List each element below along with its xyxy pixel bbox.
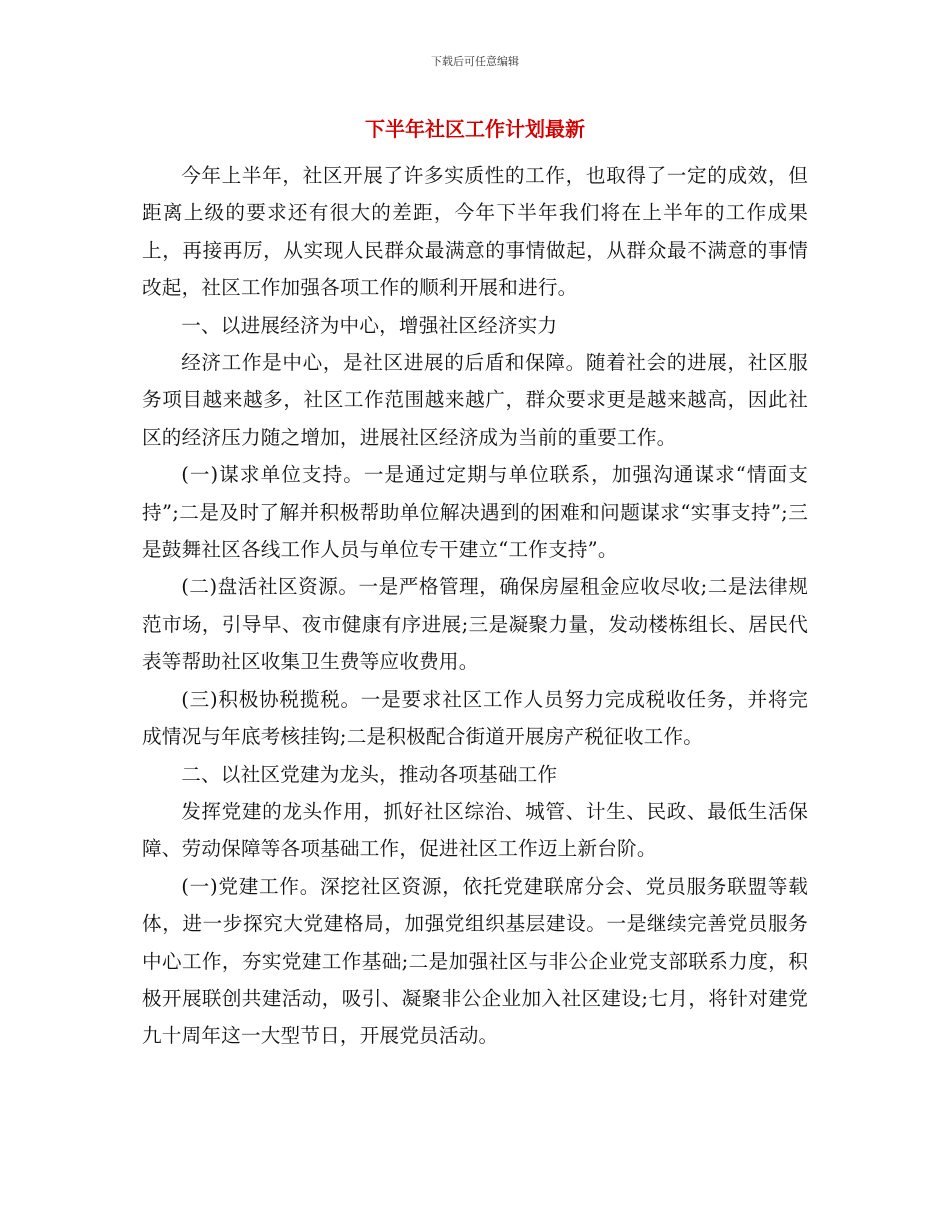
document-body	[142, 157, 808, 1055]
paragraph-intro: 今年上半年，社区开展了许多实质性的工作，也取得了一定的成效，但距离上级的要求还有很大的差距，今年下半年我们将在上半年的工作成果上，再接再厉，从实现人民群众最满意的事情做起，从群众最不满意的事情改起，社区工作加强各项工作的顺利开展和进行。	[142, 164, 808, 300]
paragraph-resources: (二)盘活社区资源。一是严格管理，确保房屋租金应收尽收;二是法律规范市场，引导早、夜市健康有序进展;三是凝聚力量，发动楼栋组长、居民代表等帮助社区收集卫生费等应收费用。	[142, 575, 808, 674]
paragraph-party-role: 发挥党建的龙头作用，抓好社区综治、城管、计生、民政、最低生活保障、劳动保障等各项基础工作，促进社区工作迈上新台阶。	[142, 799, 808, 861]
paragraph-party-work: (一)党建工作。深挖社区资源，依托党建联席分会、党员服务联盟等载体，进一步探究大党建格局，加强党组织基层建设。一是继续完善党员服务中心工作，夯实党建工作基础;二是加强社区与非公企业党支部联系力度，积极开展联创共建活动，吸引、凝聚非公企业加入社区建设;七月，将针对建党九十周年这一大型节日，开展党员活动。	[142, 874, 808, 1048]
paragraph-economy: 经济工作是中心，是社区进展的后盾和保障。随着社会的进展，社区服务项目越来越多，社区工作范围越来越广，群众要求更是越来越高，因此社区的经济压力随之增加，进展社区经济成为当前的重要工作。	[142, 351, 808, 449]
page-header-note: 下载后可任意编辑	[431, 55, 519, 68]
section-heading-1: 一、以进展经济为中心，增强社区经济实力	[181, 313, 558, 337]
paragraph-unit-support: (一)谋求单位支持。一是通过定期与单位联系，加强沟通谋求“情面支持”;二是及时了解并积极帮助单位解决遇到的困难和问题谋求“实事支持”;三是鼓舞社区各线工作人员与单位专干建立“工作支持”。	[142, 463, 808, 562]
paragraph-tax: (三)积极协税揽税。一是要求社区工作人员努力完成税收任务，并将完成情况与年底考核挂钩;二是积极配合街道开展房产税征收工作。	[142, 687, 808, 749]
section-heading-2: 二、以社区党建为龙头，推动各项基础工作	[181, 762, 558, 786]
document-title: 下半年社区工作计划最新	[365, 117, 585, 141]
